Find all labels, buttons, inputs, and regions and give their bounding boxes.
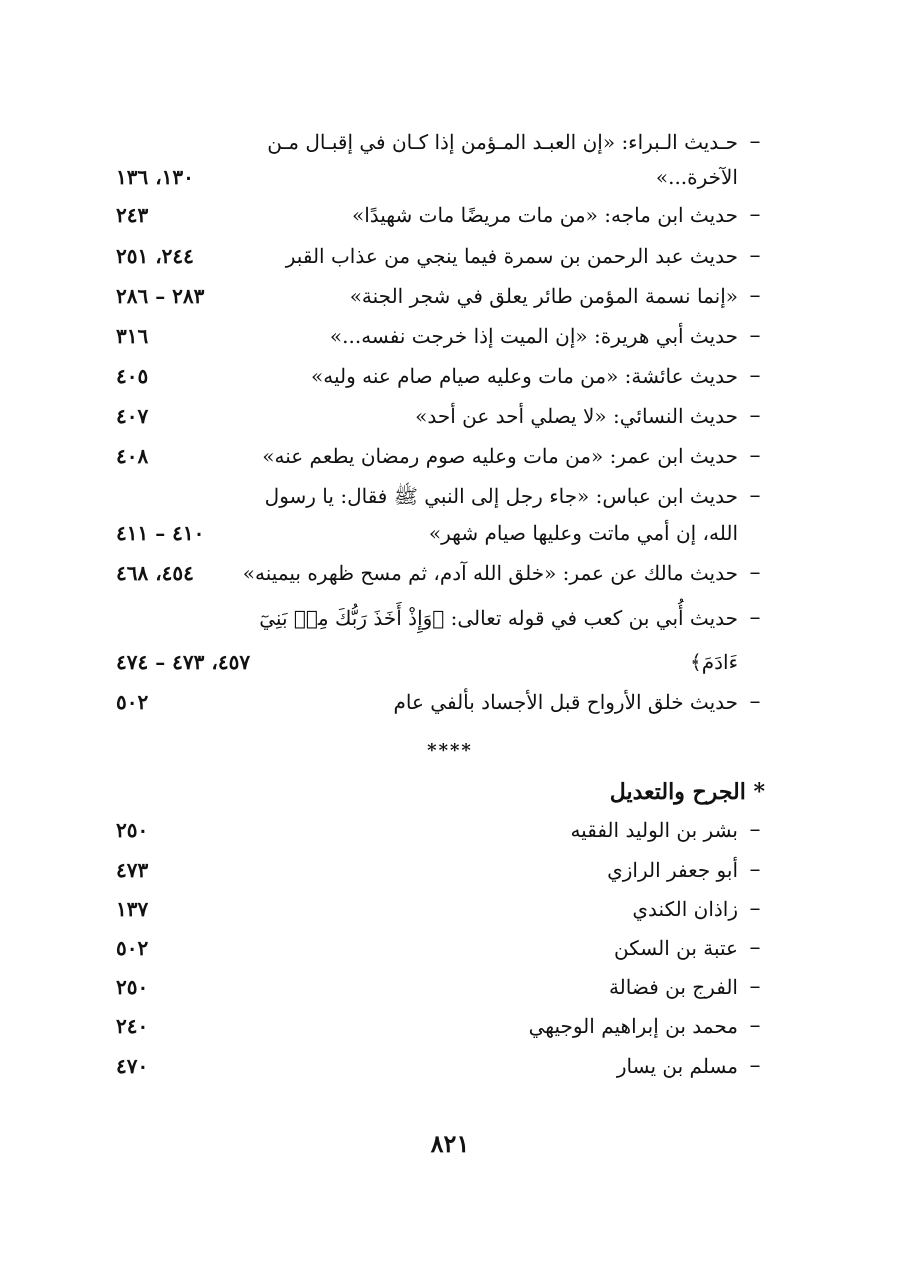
entry-page-ref: ٥٠٢ <box>116 936 149 960</box>
entry-page-ref: ٢٥٠ <box>116 818 149 842</box>
entry-page-ref: ٢٤٠ <box>116 1014 149 1038</box>
index-entry <box>0 236 900 276</box>
entry-dash: – <box>749 560 761 585</box>
entry-page-ref: ٤١٠ – ٤١١ <box>116 521 205 545</box>
entry-dash: – <box>749 605 761 630</box>
index-entry <box>0 1046 900 1086</box>
entry-dash: – <box>749 817 761 842</box>
entry-text: حديث ابن ماجه: «من مات مريضًا مات شهيدًا» <box>351 203 738 227</box>
entry-dash: – <box>749 857 761 882</box>
index-entry <box>0 850 900 890</box>
index-entry <box>0 396 900 436</box>
index-entry <box>0 553 900 593</box>
entry-page-ref: ٥٠٢ <box>116 690 149 714</box>
entry-text: الفرج بن فضالة <box>608 975 738 999</box>
entry-dash: – <box>749 689 761 714</box>
section-heading: * الجرح والتعديل <box>609 779 765 805</box>
entry-page-ref: ٣١٦ <box>116 324 149 348</box>
entry-dash: – <box>749 403 761 428</box>
index-entry <box>0 810 900 850</box>
entry-page-ref: ٤٧٣ <box>116 858 149 882</box>
entry-text: حديث مالك عن عمر: «خلق الله آدم، ثم مسح ظهره بيمينه» <box>242 561 738 585</box>
entry-text: حديث ابن عمر: «من مات وعليه صوم رمضان يطعم عنه» <box>262 444 738 468</box>
entry-text: حديث أُبي بن كعب في قوله تعالى: ﴿وَإِذْ أَخَذَ رَبُّكَ مِنۢ بَنِيٓ <box>259 606 738 630</box>
index-entry <box>0 356 900 396</box>
index-entry <box>0 195 900 235</box>
entry-page-ref: ٢٥٠ <box>116 975 149 999</box>
index-entry <box>0 1006 900 1046</box>
index-entry-continuation <box>0 642 900 682</box>
index-entry-continuation <box>0 513 900 553</box>
entry-page-ref: ٢٨٣ – ٢٨٦ <box>116 284 205 308</box>
entry-dash: – <box>749 935 761 960</box>
entry-page-ref: ٤٥٧، ٤٧٣ – ٤٧٤ <box>116 650 251 674</box>
entry-text: حديث أبي هريرة: «إن الميت إذا خرجت نفسه...» <box>329 324 738 348</box>
entry-text: حديث عائشة: «من مات وعليه صيام صام عنه وليه» <box>311 364 738 388</box>
entry-text: حديث النسائي: «لا يصلي أحد عن أحد» <box>415 404 738 428</box>
entry-dash: – <box>749 243 761 268</box>
index-entry <box>0 967 900 1007</box>
entry-dash: – <box>749 1053 761 1078</box>
entry-text: عتبة بن السكن <box>614 936 738 960</box>
entry-dash: – <box>749 483 761 508</box>
entry-text: الآخرة...» <box>655 165 738 189</box>
index-entry <box>0 928 900 968</box>
entry-page-ref: ٤٠٥ <box>116 364 149 388</box>
index-entry <box>0 122 900 162</box>
entry-dash: – <box>749 974 761 999</box>
entry-page-ref: ٤٠٨ <box>116 444 149 468</box>
entry-text: بشر بن الوليد الفقيه <box>570 818 738 842</box>
index-entry <box>0 476 900 516</box>
entry-dash: – <box>749 896 761 921</box>
entry-dash: – <box>749 129 761 154</box>
index-entry <box>0 316 900 356</box>
entry-text: مسلم بن يسار <box>616 1054 738 1078</box>
entry-page-ref: ٢٤٣ <box>116 203 149 227</box>
entry-dash: – <box>749 202 761 227</box>
entry-page-ref: ٤٥٤، ٤٦٨ <box>116 561 194 585</box>
entry-text: أبو جعفر الرازي <box>607 858 738 882</box>
entry-dash: – <box>749 363 761 388</box>
entry-page-ref: ١٣٠، ١٣٦ <box>116 165 194 189</box>
index-entry <box>0 598 900 638</box>
entry-dash: – <box>749 323 761 348</box>
index-entry <box>0 436 900 476</box>
entry-text: حـديث الـبراء: «إن العبـد المـؤمن إذا كـان في إقبـال مـن <box>267 130 738 154</box>
entry-text: حديث خلق الأرواح قبل الأجساد بألفي عام <box>393 690 738 714</box>
index-entry-continuation <box>0 157 900 197</box>
entry-text: محمد بن إبراهيم الوجيهي <box>528 1014 738 1038</box>
entry-text: زاذان الكندي <box>632 897 738 921</box>
entry-dash: – <box>749 283 761 308</box>
entry-text: «إنما نسمة المؤمن طائر يعلق في شجر الجنة» <box>349 284 738 308</box>
entry-dash: – <box>749 1013 761 1038</box>
entry-page-ref: ١٣٧ <box>116 897 149 921</box>
entry-text: حديث ابن عباس: «جاء رجل إلى النبي ﷺ فقال: يا رسول <box>264 484 738 508</box>
index-entry <box>0 682 900 722</box>
section-separator: **** <box>427 740 473 761</box>
index-entry <box>0 889 900 929</box>
entry-text: الله، إن أمي ماتت وعليها صيام شهر» <box>428 521 738 545</box>
entry-page-ref: ٢٤٤، ٢٥١ <box>116 244 194 268</box>
entry-page-ref: ٤٠٧ <box>116 404 149 428</box>
entry-text: حديث عبد الرحمن بن سمرة فيما ينجي من عذاب القبر <box>285 244 738 268</box>
entry-page-ref: ٤٧٠ <box>116 1054 149 1078</box>
entry-text: ءَادَمَ﴾ <box>690 650 738 674</box>
entry-dash: – <box>749 443 761 468</box>
page-number: ٨٢١ <box>430 1129 470 1158</box>
index-entry <box>0 276 900 316</box>
